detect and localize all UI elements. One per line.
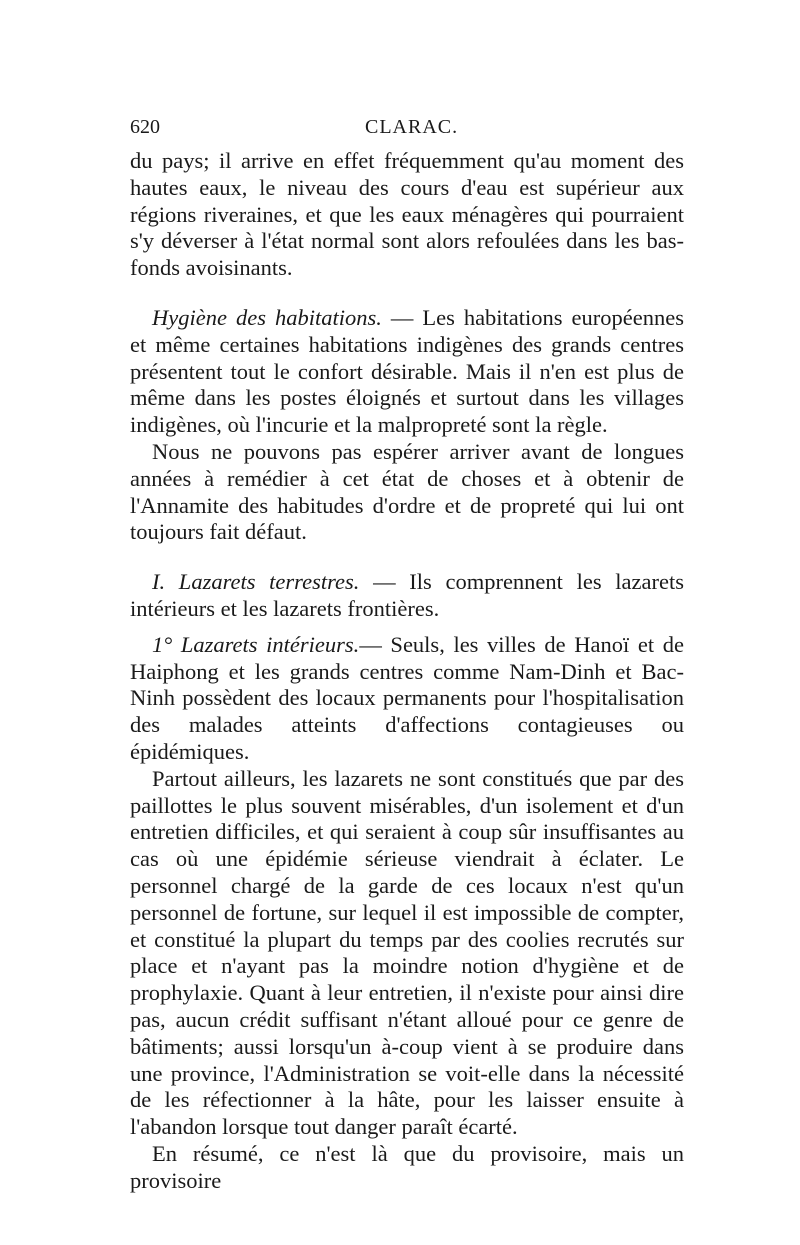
section-heading-lazarets-terrestres: I. Lazarets terrestres. [152,569,360,595]
paragraph-text: du pays; il arrive en effet fréquemment qu'au moment des hautes eaux, le niveau des cours d'eau est supérieur aux régions riveraines, et que les eaux ménagères qui pourraient s'y déverser à l'état normal sont alors refoulées dans les bas-fonds avoisinants. [130,148,684,281]
paragraph-remedies [130,439,684,546]
paragraph-text: Nous ne pouvons pas espérer arriver avant de longues années à remédier à cet état de choses et à obtenir de l'Annamite des habitudes d'ordre et de propreté qui lui ont toujours fait défaut. [130,438,684,545]
paragraph-resume [130,1141,684,1195]
paragraph-text: — Ils comprennent les lazarets intérieurs et les lazarets frontières. [130,569,684,621]
paragraph-lazarets-terrestres [130,569,684,623]
running-title: CLARAC. [365,116,459,138]
paragraph-text: En résumé, ce n'est là que du provisoire, mais un provisoire [130,1140,684,1193]
paragraph-lazarets-interieurs [130,632,684,766]
page-number: 620 [130,116,160,138]
paragraph-drainage [130,148,684,282]
paragraph-hygiene-habitations [130,305,684,439]
section-heading-hygiene: Hygiène des habitations. [152,304,382,330]
paragraph-text: — Les habitations européennes et même certaines habitations indigènes des grands centres présentent tout le confort désirable. Mais il n'en est plus de même dans les postes éloignés et surtout dans les villages indigènes, où l'incurie et la malpropreté sont la règle. [130,304,684,438]
paragraph-paillottes [130,766,684,1141]
section-heading-lazarets-interieurs: 1° Lazarets intérieurs. [152,631,360,657]
running-head [130,116,684,142]
paragraph-text: — Seuls, les villes de Hanoï et de Haiphong et les grands centres comme Nam-Dinh et Bac-Ninh possèdent des locaux permanents pour l'hospitalisation des malades atteints d'affections contagieuses ou épidémiques. [130,631,684,764]
paragraph-text: Partout ailleurs, les lazarets ne sont constitués que par des paillottes le plus souvent misérables, d'un isolement et d'un entretien difficiles, et qui seraient à coup sûr insuffisantes au cas où une épidémie sérieuse viendrait à éclater. Le personnel chargé de la garde de ces locaux n'est qu'un personnel de fortune, sur lequel il est impossible de compter, et constitué la plupart du temps par des coolies recrutés sur place et n'ayant pas la moindre notion d'hygiène et de prophylaxie. Quant à leur entretien, il n'existe pour ainsi dire pas, aucun crédit suffisant n'étant alloué pour ce genre de bâtiments; aussi lorsqu'un à-coup vient à se produire dans une province, l'Administration se voit-elle dans la nécessité de les réfectionner à la hâte, pour les laisser ensuite à l'abandon lorsque tout danger paraît écarté. [130,765,684,1140]
body-text [130,148,684,1194]
